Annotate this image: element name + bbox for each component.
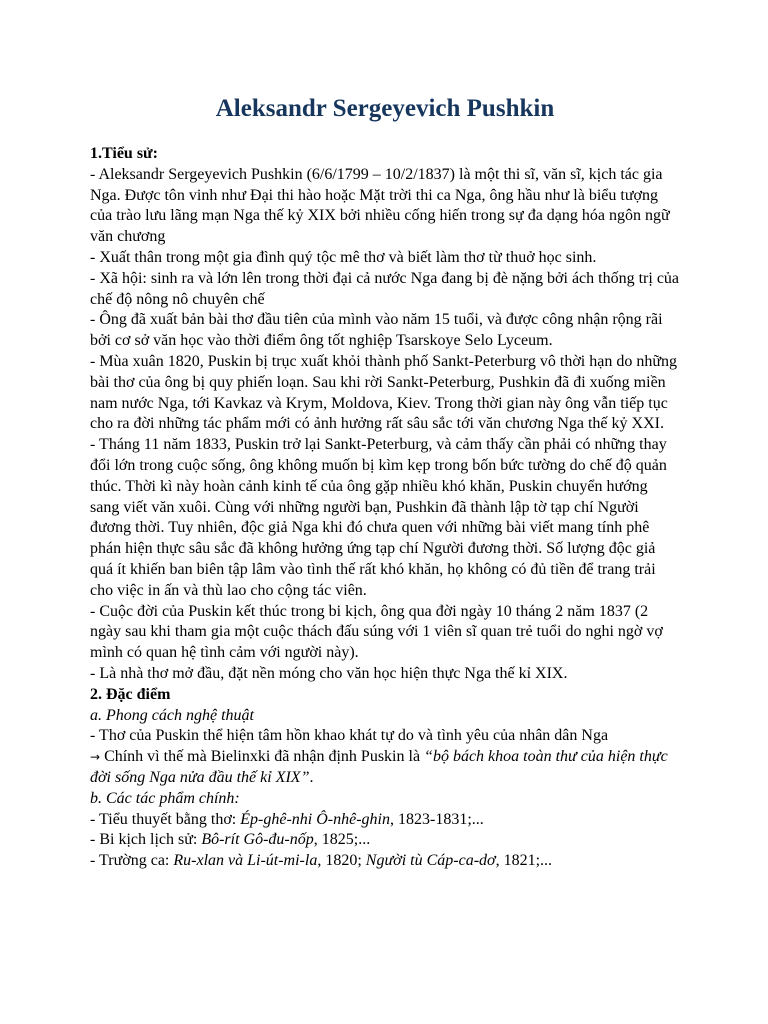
work-genre: - Tiểu thuyết bằng thơ: xyxy=(90,810,241,828)
subheading-main-works: b. Các tác phẩm chính: xyxy=(90,789,240,807)
bio-paragraph-death: - Cuộc đời của Puskin kết thúc trong bi kịch, ông qua đời ngày 10 tháng 2 năm 1837 (2 ngày sau khi tham gia một cuộc thách đấu súng với 1 viên sĩ quan trẻ tuổi do nghi ngờ vợ mình có quan hệ tình cảm với người này). xyxy=(90,602,663,662)
bio-paragraph-exile: - Mùa xuân 1820, Puskin bị trục xuất khỏi thành phố Sankt-Peterburg vô thời hạn do những bài thơ của ông bị quy phiến loạn. Sau khi rời Sankt-Peterburg, Pushkin đã đi xuống miền nam nước Nga, tới Kavkaz và Krym, Moldova, Kiev. Trong thời gian này ông vẫn tiếp tục cho ra đời những tác phẩm mới có ảnh hưởng rất sâu sắc tới văn chương Nga thế kỷ XXI. xyxy=(90,352,677,433)
quote-lead-text: Chính vì thế mà Bielinxki đã nhận định Puskin là xyxy=(100,748,425,766)
work-item-poems xyxy=(90,851,680,872)
bio-paragraph-legacy: - Là nhà thơ mở đầu, đặt nền móng cho văn học hiện thực Nga thế kỉ XIX. xyxy=(90,664,568,682)
work-title: Bô-rít Gô-đu-nốp xyxy=(201,831,314,849)
document-title: Aleksandr Sergeyevich Pushkin xyxy=(215,95,555,122)
quote-text: “bộ bách khoa toàn thư của hiện thực đời sống Nga nửa đầu thế kỉ XIX” xyxy=(90,748,668,786)
arrow-right-icon: → xyxy=(90,750,101,765)
work-year: , 1823-1831;... xyxy=(389,810,484,828)
document-page xyxy=(90,92,680,872)
work-item-drama xyxy=(90,830,680,851)
work-genre: - Trường ca: xyxy=(90,852,174,870)
subheading-art-style: a. Phong cách nghệ thuật xyxy=(90,706,254,724)
style-paragraph-quote xyxy=(90,747,680,789)
work-item-novel xyxy=(90,810,680,831)
style-paragraph-freedom: - Thơ của Puskin thể hiện tâm hồn khao khát tự do và tình yêu của nhân dân Nga xyxy=(90,727,609,745)
work-title: Ru-xlan và Li-út-mi-la xyxy=(173,852,318,870)
bio-paragraph-society: - Xã hội: sinh ra và lớn lên trong thời đại cả nước Nga đang bị đè nặng bởi ách thống trị của chế độ nông nô chuyên chế xyxy=(90,269,680,308)
work-year: , 1820; xyxy=(317,852,366,870)
bio-paragraph-return: - Tháng 11 năm 1833, Puskin trở lại Sankt-Peterburg, và cảm thấy cần phải có những thay đổi lớn trong cuộc sống, ông không muốn bị kìm kẹp trong bốn bức tường do chế độ quản thúc. Thời kì này hoàn cảnh kinh tế của ông gặp nhiều khó khăn, Puskin chuyển hướng sang viết văn xuôi. Cùng với những người bạn, Pushkin đã thành lập tờ tạp chí Người đương thời. Tuy nhiên, độc giả Nga khi đó chưa quen với những bài viết mang tính phê phán hiện thực sâu sắc đã không hưởng ứng tạp chí Người đương thời. Số lượng độc giả quá ít khiến ban biên tập lâm vào tình thế rất khó khăn, họ không có đủ tiền để trang trải cho việc in ấn và thù lao cho cộng tác viên. xyxy=(90,436,667,599)
work-title: Ép-ghê-nhi Ô-nhê-ghin xyxy=(240,810,390,828)
work-title: Người tù Cáp-ca-dơ xyxy=(365,852,496,870)
work-genre: - Bi kịch lịch sử: xyxy=(90,831,202,849)
bio-paragraph-origin: - Xuất thân trong một gia đình quý tộc mê thơ và biết làm thơ từ thuở học sinh. xyxy=(90,248,597,266)
section-heading-biography: 1.Tiểu sử: xyxy=(90,145,158,162)
bio-paragraph-first-poem: - Ông đã xuất bản bài thơ đầu tiên của mình vào năm 15 tuổi, và được công nhận rộng rãi bởi cơ sở văn học vào thời điểm ông tốt nghiệp Tsarskoye Selo Lyceum. xyxy=(90,311,663,350)
section-heading-features: 2. Đặc điểm xyxy=(90,685,171,703)
work-year: , 1825;... xyxy=(313,831,371,849)
work-year: , 1821;... xyxy=(495,852,553,870)
quote-end: . xyxy=(309,768,314,786)
bio-paragraph-intro: - Aleksandr Sergeyevich Pushkin (6/6/1799 – 10/2/1837) là một thi sĩ, văn sĩ, kịch tác gia Nga. Được tôn vinh như Đại thi hào hoặc Mặt trời thi ca Nga, ông hầu như là biểu tượng của trào lưu lãng mạn Nga thế kỷ XIX bởi nhiều cống hiến trong sự đa dạng hóa ngôn ngữ văn chương xyxy=(90,165,670,246)
